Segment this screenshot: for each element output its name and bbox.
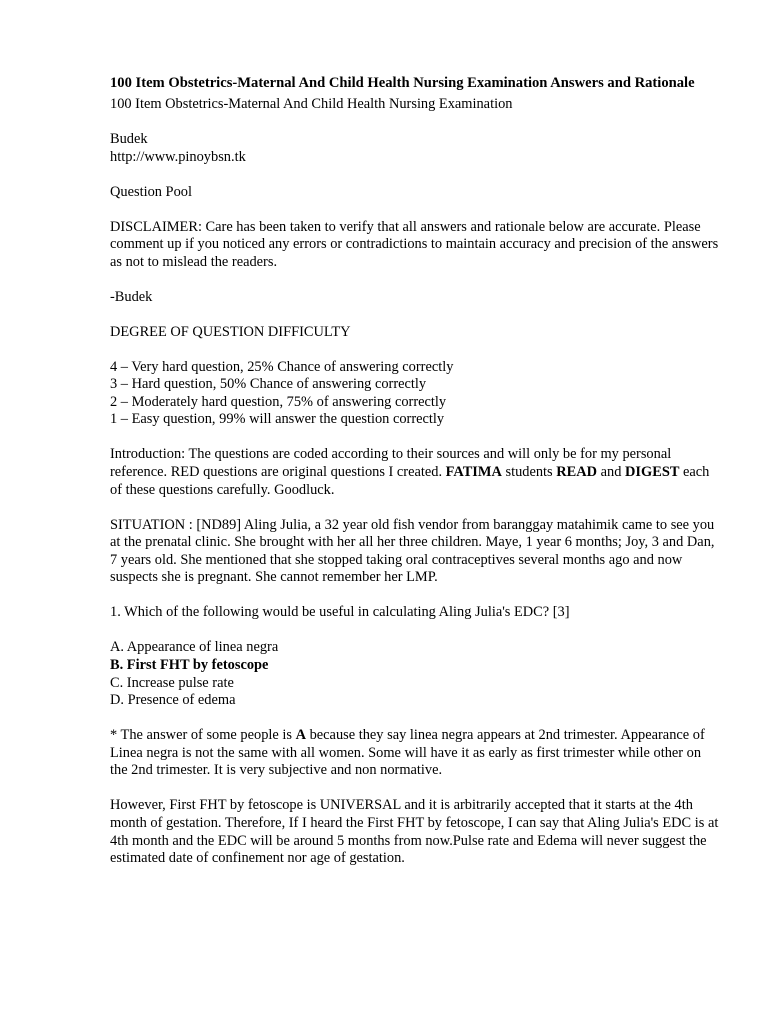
- document-subtitle: 100 Item Obstetrics-Maternal And Child Health Nursing Examination: [110, 96, 513, 112]
- difficulty-level-1: 1 – Easy question, 99% will answer the question correctly: [110, 411, 445, 428]
- difficulty-heading: DEGREE OF QUESTION DIFFICULTY: [110, 323, 351, 340]
- intro-text-3: and: [597, 464, 626, 481]
- intro-digest: DIGEST: [625, 464, 680, 481]
- author-name: Budek: [110, 130, 148, 147]
- intro-read: READ: [556, 464, 598, 481]
- option-a: A. Appearance of linea negra: [110, 639, 279, 656]
- option-b-correct: B. First FHT by fetoscope: [110, 656, 269, 673]
- document-title: 100 Item Obstetrics-Maternal And Child Health Nursing Examination Answers and Rationale: [110, 75, 695, 91]
- document-page: [110, 74, 722, 868]
- intro-fatima: FATIMA: [445, 464, 502, 481]
- intro-text-2: students: [501, 464, 557, 481]
- answer-options: [110, 639, 722, 709]
- introduction-paragraph: [110, 446, 722, 499]
- source-url: http://www.pinoybsn.tk: [110, 148, 246, 165]
- option-d: D. Presence of edema: [110, 692, 236, 709]
- intro-text-4: each of these questions carefully. Goodluck.: [110, 464, 710, 498]
- rationale-text-2: because they say linea negra appears at 2nd trimester. Appearance of Linea negra is not the same with all women. Some will have it as early as first trimester while other on the 2nd trimester. It is very subjective and non normative.: [110, 727, 705, 779]
- situation-paragraph: SITUATION : [ND89] Aling Julia, a 32 year old fish vendor from baranggay matahimik came to see you at the prenatal clinic. She brought with her all her three children. Maye, 1 year 6 months; Joy, 3 and Dan, 7 years old. She mentioned that she stopped taking oral contraceptives several months ago and now suspects she is pregnant. She cannot remember her LMP.: [110, 516, 715, 586]
- difficulty-list: [110, 359, 722, 429]
- difficulty-level-3: 3 – Hard question, 50% Chance of answering correctly: [110, 376, 427, 393]
- rationale-text-1: * The answer of some people is: [110, 727, 296, 744]
- difficulty-level-4: 4 – Very hard question, 25% Chance of answering correctly: [110, 358, 454, 375]
- intro-text-1: Introduction: The questions are coded according to their sources and will only be for my personal reference. RED questions are original questions I created.: [110, 446, 672, 481]
- rationale-paragraph-1: [110, 727, 722, 780]
- rationale-paragraph-2: However, First FHT by fetoscope is UNIVERSAL and it is arbitrarily accepted that it starts at the 4th month of gestation. Therefore, If I heard the First FHT by fetoscope, I can say that Aling Julia's EDC is at 4th month and the EDC will be around 5 months from now.Pulse rate and Edema will never suggest the estimated date of confinement nor age of gestation.: [110, 797, 719, 867]
- option-c: C. Increase pulse rate: [110, 674, 234, 691]
- difficulty-level-2: 2 – Moderately hard question, 75% of answering correctly: [110, 393, 447, 410]
- rationale-answer-a: A: [295, 727, 306, 744]
- disclaimer-paragraph: DISCLAIMER: Care has been taken to verify that all answers and rationale below are accurate. Please comment up if you noticed any errors or contradictions to maintain accuracy and precision of the answers as not to mislead the readers.: [110, 218, 719, 270]
- question-1: 1. Which of the following would be useful in calculating Aling Julia's EDC? [3]: [110, 604, 570, 621]
- section-label: Question Pool: [110, 183, 192, 200]
- signature: -Budek: [110, 288, 153, 305]
